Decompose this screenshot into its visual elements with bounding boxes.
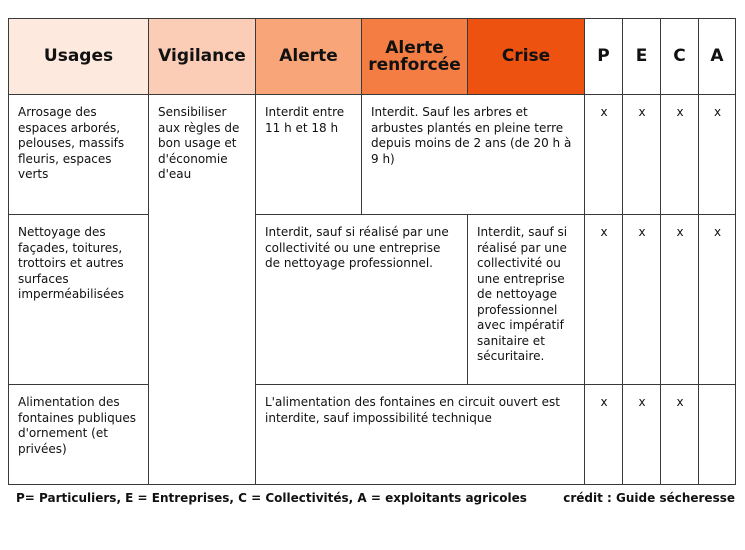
table-row — [9, 385, 736, 485]
header-alerte-renforcee-line1: Alerte — [385, 37, 444, 58]
alerte-cell: Interdit entre 11 h et 18 h — [256, 95, 362, 215]
header-alerte-renforcee — [362, 19, 468, 95]
header-vigilance: Vigilance — [149, 19, 256, 95]
legend-text: P= Particuliers, E = Entreprises, C = Collectivités, A = exploitants agricoles — [16, 491, 527, 505]
header-c: C — [661, 19, 699, 95]
usage-cell: Arrosage des espaces arborés, pelouses, massifs fleuris, espaces verts — [9, 95, 149, 215]
header-p: P — [585, 19, 623, 95]
header-e: E — [623, 19, 661, 95]
mark-c: x — [661, 95, 699, 215]
mark-p: x — [585, 215, 623, 385]
alerte-crise-cell: L'alimentation des fontaines en circuit ouvert est interdite, sauf impossibilité technique — [256, 385, 585, 485]
mark-e: x — [623, 385, 661, 485]
header-a: A — [699, 19, 736, 95]
header-crise: Crise — [468, 19, 585, 95]
alerte-renforcee-cell: Interdit, sauf si réalisé par une collectivité ou une entreprise de nettoyage professionnel. — [256, 215, 468, 385]
mark-a: x — [699, 95, 736, 215]
credit-text: crédit : Guide sécheresse — [563, 491, 735, 505]
header-alerte: Alerte — [256, 19, 362, 95]
mark-p: x — [585, 385, 623, 485]
mark-a — [699, 385, 736, 485]
usage-cell: Nettoyage des façades, toitures, trottoirs et autres surfaces imperméabilisées — [9, 215, 149, 385]
crise-cell: Interdit, sauf si réalisé par une collectivité ou une entreprise de nettoyage professionnel avec impératif sanitaire et sécuritaire. — [468, 215, 585, 385]
mark-e: x — [623, 215, 661, 385]
vigilance-cell: Sensibiliser aux règles de bon usage et d'économie d'eau — [149, 95, 256, 485]
mark-c: x — [661, 215, 699, 385]
header-usages: Usages — [9, 19, 149, 95]
mark-p: x — [585, 95, 623, 215]
header-row — [9, 19, 736, 95]
usage-cell: Alimentation des fontaines publiques d'ornement (et privées) — [9, 385, 149, 485]
table-row — [9, 215, 736, 385]
mark-c: x — [661, 385, 699, 485]
restrictions-table — [8, 18, 736, 485]
header-alerte-renforcee-line2: renforcée — [368, 54, 461, 75]
table-row — [9, 95, 736, 215]
mark-e: x — [623, 95, 661, 215]
mark-a: x — [699, 215, 736, 385]
alerte-renforcee-crise-cell: Interdit. Sauf les arbres et arbustes plantés en pleine terre depuis moins de 2 ans (de 20 h à 9 h) — [362, 95, 585, 215]
